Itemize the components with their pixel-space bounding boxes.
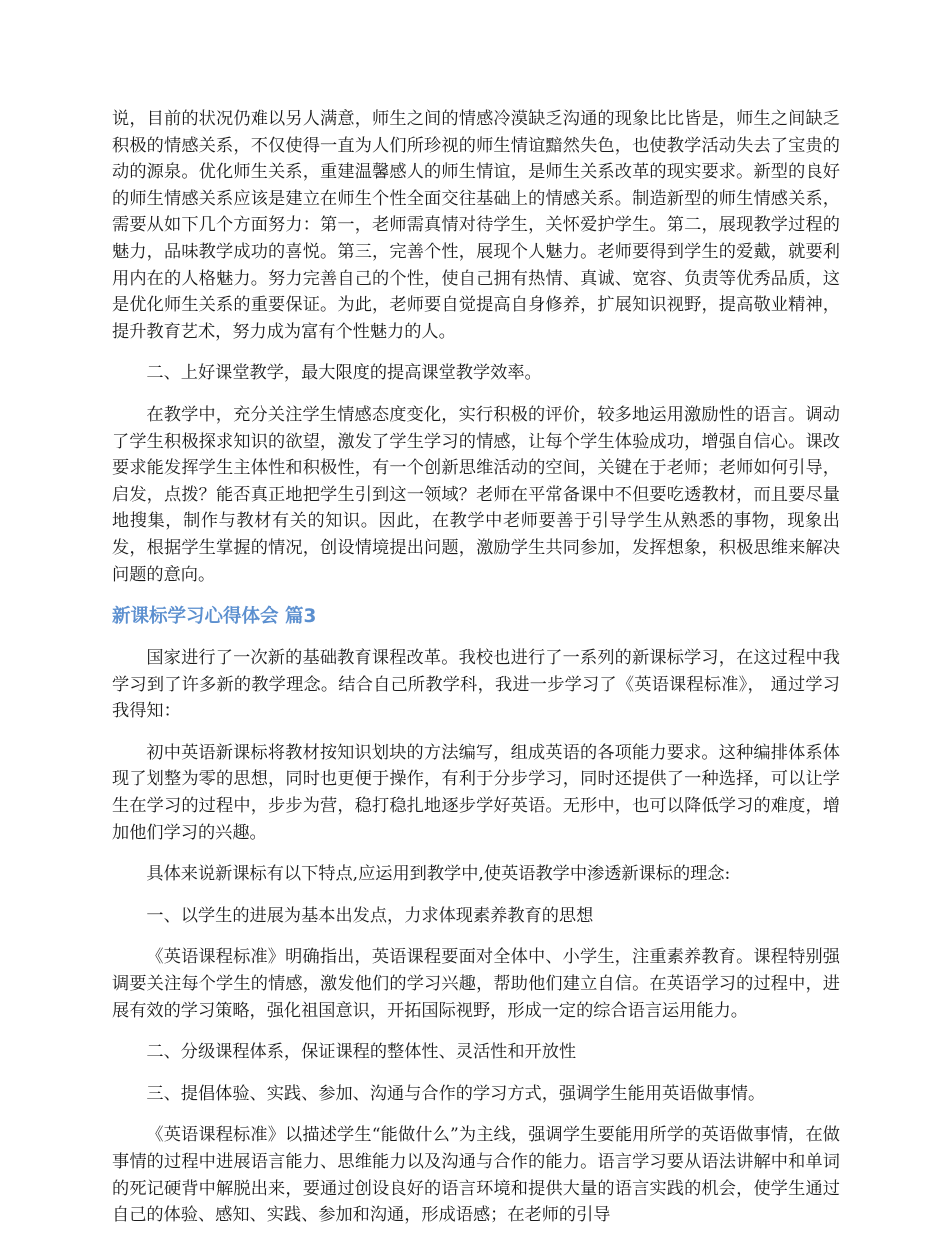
paragraph-textbook: 初中英语新课标将教材按知识划块的方法编写，组成英语的各项能力要求。这种编排体系体现了划整为零的思想，同时也更便于操作，有利于分步学习，同时还提供了一种选择，可以让学生在学习的过程中，步步为营，稳打稳扎地逐步学好英语。无形中，也可以降低学习的难度，增加他们学习的兴趣。 <box>112 742 840 843</box>
paragraph-continuation: 说，目前的状况仍难以另人满意，师生之间的情感冷漠缺乏沟通的现象比比皆是，师生之间缺乏积极的情感关系，不仅使得一直为人们所珍视的师生情谊黯然失色，也使教学活动失去了宝贵的动的源泉。优化师生关系，重建温馨感人的师生情谊，是师生关系改革的现实要求。新型的良好的师生情感关系应该是建立在师生个性全面交往基础上的情感关系。制造新型的师生情感关系，需要从如下几个方面努力：第一，老师需真情对待学生，关怀爱护学生。第二，展现教学过程的魅力，品味教学成功的喜悦。第三，完善个性，展现个人魅力。老师要得到学生的爱戴，就要利用内在的人格魅力。努力完善自己的个性，使自己拥有热情、真诚、宽容、负责等优秀品质，这是优化师生关系的重要保证。为此，老师要自觉提高自身修养，扩展知识视野，提高敬业精神，提升教育艺术，努力成为富有个性魅力的人。 <box>112 109 840 342</box>
paragraph-point-three-detail: 《英语课程标准》以描述学生“能做什么”为主线，强调学生要能用所学的英语做事情，在做事情的过程中进展语言能力、思维能力以及沟通与合作的能力。语言学习要从语法讲解中和单词的死记硬背中解脱出来，要通过创设良好的语言环境和提供大量的语言实践的机会，使学生通过自己的体验、感知、实践、参加和沟通，形成语感；在老师的引导 <box>112 1125 840 1226</box>
section-heading: 新课标学习心得体会 篇3 <box>112 606 317 628</box>
document-page <box>112 106 840 1244</box>
paragraph-intro: 国家进行了一次新的基础教育课程改革。我校也进行了一系列的新课标学习，在这过程中我学习到了许多新的教学理念。结合自己所教学科，我进一步学习了《英语课程标准》， 通过学习我得知： <box>112 648 840 722</box>
paragraph-classroom-teaching: 在教学中，充分关注学生情感态度变化，实行积极的评价，较多地运用激励性的语言。调动了学生积极探求知识的欲望，激发了学生学习的情感，让每个学生体验成功，增强自信心。课改要求能发挥学生主体性和积极性，有一个创新思维活动的空间，关键在于老师；老师如何引导，启发，点拨？能否真正地把学生引到这一领域？老师在平常备课中不但要吃透教材，而且要尽量地搜集，制作与教材有关的知识。因此，在教学中老师要善于引导学生从熟悉的事物，现象出发，根据学生掌握的情况，创设情境提出问题，激励学生共同参加，发挥想象，积极思维来解决问题的意向。 <box>112 404 840 585</box>
paragraph-features: 具体来说新课标有以下特点,应运用到教学中,使英语教学中渗透新课标的理念: <box>146 864 731 885</box>
paragraph-point-one-detail: 《英语课程标准》明确指出，英语课程要面对全体中、小学生，注重素养教育。课程特别强调要关注每个学生的情感，激发他们的学习兴趣，帮助他们建立自信。在英语学习的过程中，进展有效的学习策略，强化祖国意识，开拓国际视野，形成一定的综合语言运用能力。 <box>112 947 840 1021</box>
paragraph-point-two: 二、分级课程体系，保证课程的整体性、灵活性和开放性 <box>146 1042 577 1063</box>
paragraph-classroom-heading: 二、上好课堂教学，最大限度的提高课堂教学效率。 <box>146 363 542 384</box>
paragraph-point-one: 一、以学生的进展为基本出发点，力求体现素养教育的思想 <box>146 905 594 926</box>
paragraph-point-three: 三、提倡体验、实践、参加、沟通与合作的学习方式，强调学生能用英语做事情。 <box>146 1083 766 1104</box>
